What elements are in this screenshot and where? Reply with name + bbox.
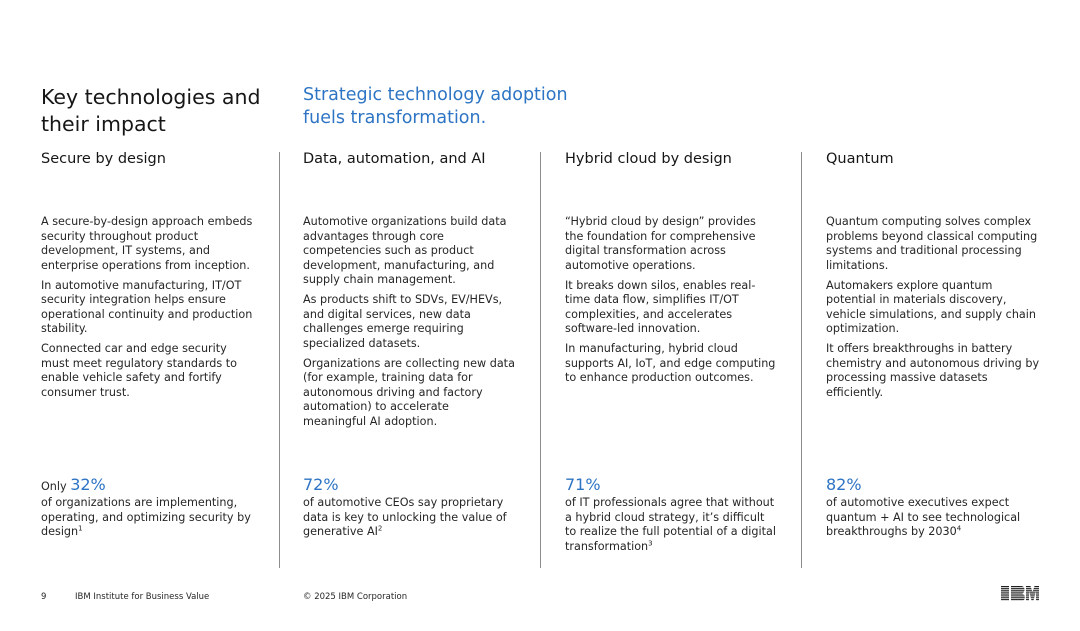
column-paragraph: In manufacturing, hybrid cloud supports AI, IoT, and edge computing to enhance production outcomes. [565,342,776,384]
stat-block [41,476,253,540]
column-paragraph: Automotive organizations build data advantages through core competencies such as product development, manufacturing, and supply chain management. [303,215,507,286]
stat-text: of automotive CEOs say proprietary data is key to unlocking the value of generative AI [303,496,507,538]
column-paragraph: Quantum computing solves complex problems beyond classical computing systems and traditional processing limitations. [826,215,1038,272]
column-body [41,215,253,406]
stat-lead [565,476,777,496]
stat-lead [303,476,515,496]
stat-block [826,476,1042,540]
column-body [303,215,515,435]
column-heading: Quantum [826,151,894,167]
stat-text: of organizations are implementing, operating, and optimizing security by design [41,496,251,538]
stat-value: 82% [826,475,862,494]
footnote-marker: 2 [377,524,383,533]
stat-text: of IT professionals agree that without a hybrid cloud strategy, it’s difficult to realize the full potential of a digital transformation [565,496,776,553]
column-paragraph: Connected car and edge security must meet regulatory standards to enable vehicle safety and fortify consumer trust. [41,342,238,399]
stat-value: 71% [565,475,601,494]
column-divider [801,152,802,568]
column-paragraph: “Hybrid cloud by design” provides the foundation for comprehensive digital transformation across automotive operations. [565,215,756,272]
column-divider [540,152,541,568]
stat-lead [41,476,253,496]
column-paragraph: A secure-by-design approach embeds security throughout product development, IT systems, and enterprise operations from inception. [41,215,253,272]
stat-value: 32% [70,475,106,494]
stat-value: 72% [303,475,339,494]
column-paragraph: Automakers explore quantum potential in materials discovery, vehicle simulations, and supply chain optimization. [826,278,1036,335]
ibm-logo [1001,586,1039,601]
column-hybrid-cloud [565,150,777,553]
column-body [826,215,1042,406]
column-paragraph: In automotive manufacturing, IT/OT security integration helps ensure operational continuity and production stability. [41,278,253,335]
stat-prefix: Only [41,480,71,493]
column-paragraph: Organizations are collecting new data (for example, training data for autonomous driving and factory automation) to accelerate meaningful AI adoption. [303,356,515,428]
column-secure-by-design [41,150,253,538]
column-paragraph: As products shift to SDVs, EV/HEVs, and digital services, new data challenges emerge requiring specialized datasets. [303,293,503,350]
stat-block [303,476,515,540]
publisher-name: IBM Institute for Business Value [75,592,210,602]
stat-block [565,476,777,554]
footnote-marker: 4 [956,524,962,533]
column-quantum [826,150,1042,538]
column-paragraph: It breaks down silos, enables real-time data flow, simplifies IT/OT complexities, and accelerates software-led innovation. [565,278,756,335]
column-data-automation-ai [303,150,515,538]
page-subtitle: Strategic technology adoption fuels transformation. [303,85,568,128]
copyright-notice: © 2025 IBM Corporation [303,592,408,602]
column-heading: Hybrid cloud by design [565,151,732,167]
stat-lead [826,476,1042,496]
column-heading: Secure by design [41,151,166,167]
footnote-marker: 1 [78,524,83,533]
column-heading: Data, automation, and AI [303,151,486,167]
page-number: 9 [41,592,47,602]
column-body [565,215,777,391]
footnote-marker: 3 [648,538,653,547]
page-title: Key technologies and their impact [41,85,261,136]
column-divider [279,152,280,568]
stat-text: of automotive executives expect quantum + AI to see technological breakthroughs by 2030 [826,496,1021,538]
column-paragraph: It offers breakthroughs in battery chemistry and autonomous driving by processing massive datasets efficiently. [826,342,1040,399]
